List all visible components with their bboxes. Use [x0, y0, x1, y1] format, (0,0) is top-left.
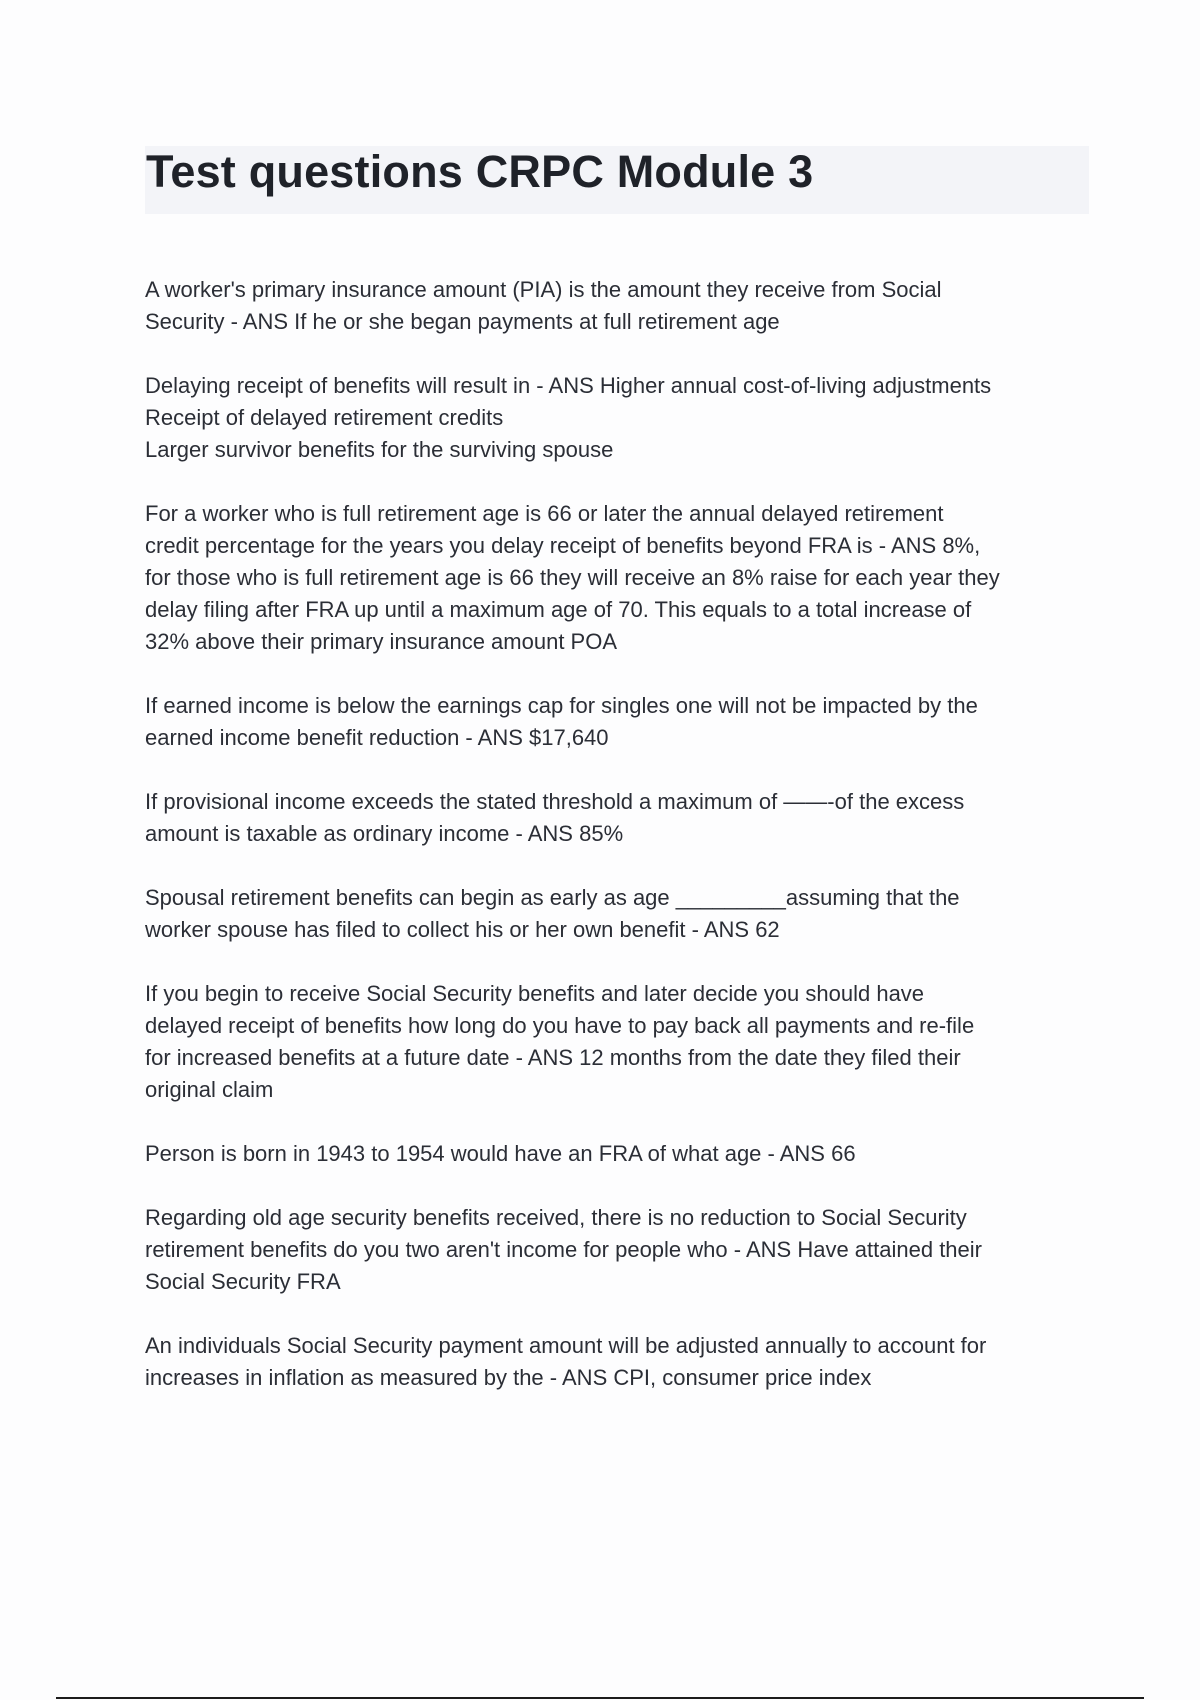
qa-item	[145, 1330, 1090, 1394]
qa-item	[145, 882, 1090, 946]
qa-line: If provisional income exceeds the stated threshold a maximum of ——-of the excess	[145, 789, 965, 814]
qa-item	[145, 786, 1090, 850]
qa-item	[145, 978, 1090, 1106]
qa-line: retirement benefits do you two aren't income for people who - ANS Have attained their	[145, 1237, 982, 1262]
qa-list	[145, 274, 1090, 1426]
qa-line: delayed receipt of benefits how long do you have to pay back all payments and re-file	[145, 1013, 975, 1038]
qa-line: Regarding old age security benefits received, there is no reduction to Social Security	[145, 1205, 967, 1230]
qa-line: An individuals Social Security payment amount will be adjusted annually to account for	[145, 1333, 987, 1358]
qa-line: Delaying receipt of benefits will result in - ANS Higher annual cost-of-living adjustments	[145, 373, 992, 398]
qa-line: for increased benefits at a future date - ANS 12 months from the date they filed their	[145, 1045, 961, 1070]
qa-line: Larger survivor benefits for the surviving spouse	[145, 437, 614, 462]
qa-item	[145, 690, 1090, 754]
page-title: Test questions CRPC Module 3	[146, 146, 814, 197]
qa-line: Receipt of delayed retirement credits	[145, 405, 504, 430]
qa-item	[145, 498, 1090, 658]
qa-line: If earned income is below the earnings cap for singles one will not be impacted by the	[145, 693, 978, 718]
footer-divider	[56, 1697, 1144, 1699]
qa-line: If you begin to receive Social Security benefits and later decide you should have	[145, 981, 925, 1006]
qa-item	[145, 1202, 1090, 1298]
qa-line: Spousal retirement benefits can begin as early as age _________assuming that the	[145, 885, 960, 910]
qa-line: delay filing after FRA up until a maximum age of 70. This equals to a total increase of	[145, 597, 972, 622]
qa-item	[145, 1138, 1090, 1170]
qa-line: A worker's primary insurance amount (PIA) is the amount they receive from Social	[145, 277, 942, 302]
qa-line: worker spouse has filed to collect his or her own benefit - ANS 62	[145, 917, 780, 942]
qa-line: Security - ANS If he or she began payments at full retirement age	[145, 309, 780, 334]
qa-line: increases in inflation as measured by the - ANS CPI, consumer price index	[145, 1365, 872, 1390]
qa-line: Social Security FRA	[145, 1269, 341, 1294]
qa-item	[145, 370, 1090, 466]
qa-item	[145, 274, 1090, 338]
qa-line: original claim	[145, 1077, 274, 1102]
qa-line: For a worker who is full retirement age is 66 or later the annual delayed retirement	[145, 501, 944, 526]
qa-line: earned income benefit reduction - ANS $17,640	[145, 725, 609, 750]
qa-line: for those who is full retirement age is 66 they will receive an 8% raise for each year they	[145, 565, 1000, 590]
qa-line: Person is born in 1943 to 1954 would have an FRA of what age - ANS 66	[145, 1141, 856, 1166]
qa-line: amount is taxable as ordinary income - ANS 85%	[145, 821, 624, 846]
qa-line: credit percentage for the years you delay receipt of benefits beyond FRA is - ANS 8%,	[145, 533, 981, 558]
qa-line: 32% above their primary insurance amount POA	[145, 629, 618, 654]
